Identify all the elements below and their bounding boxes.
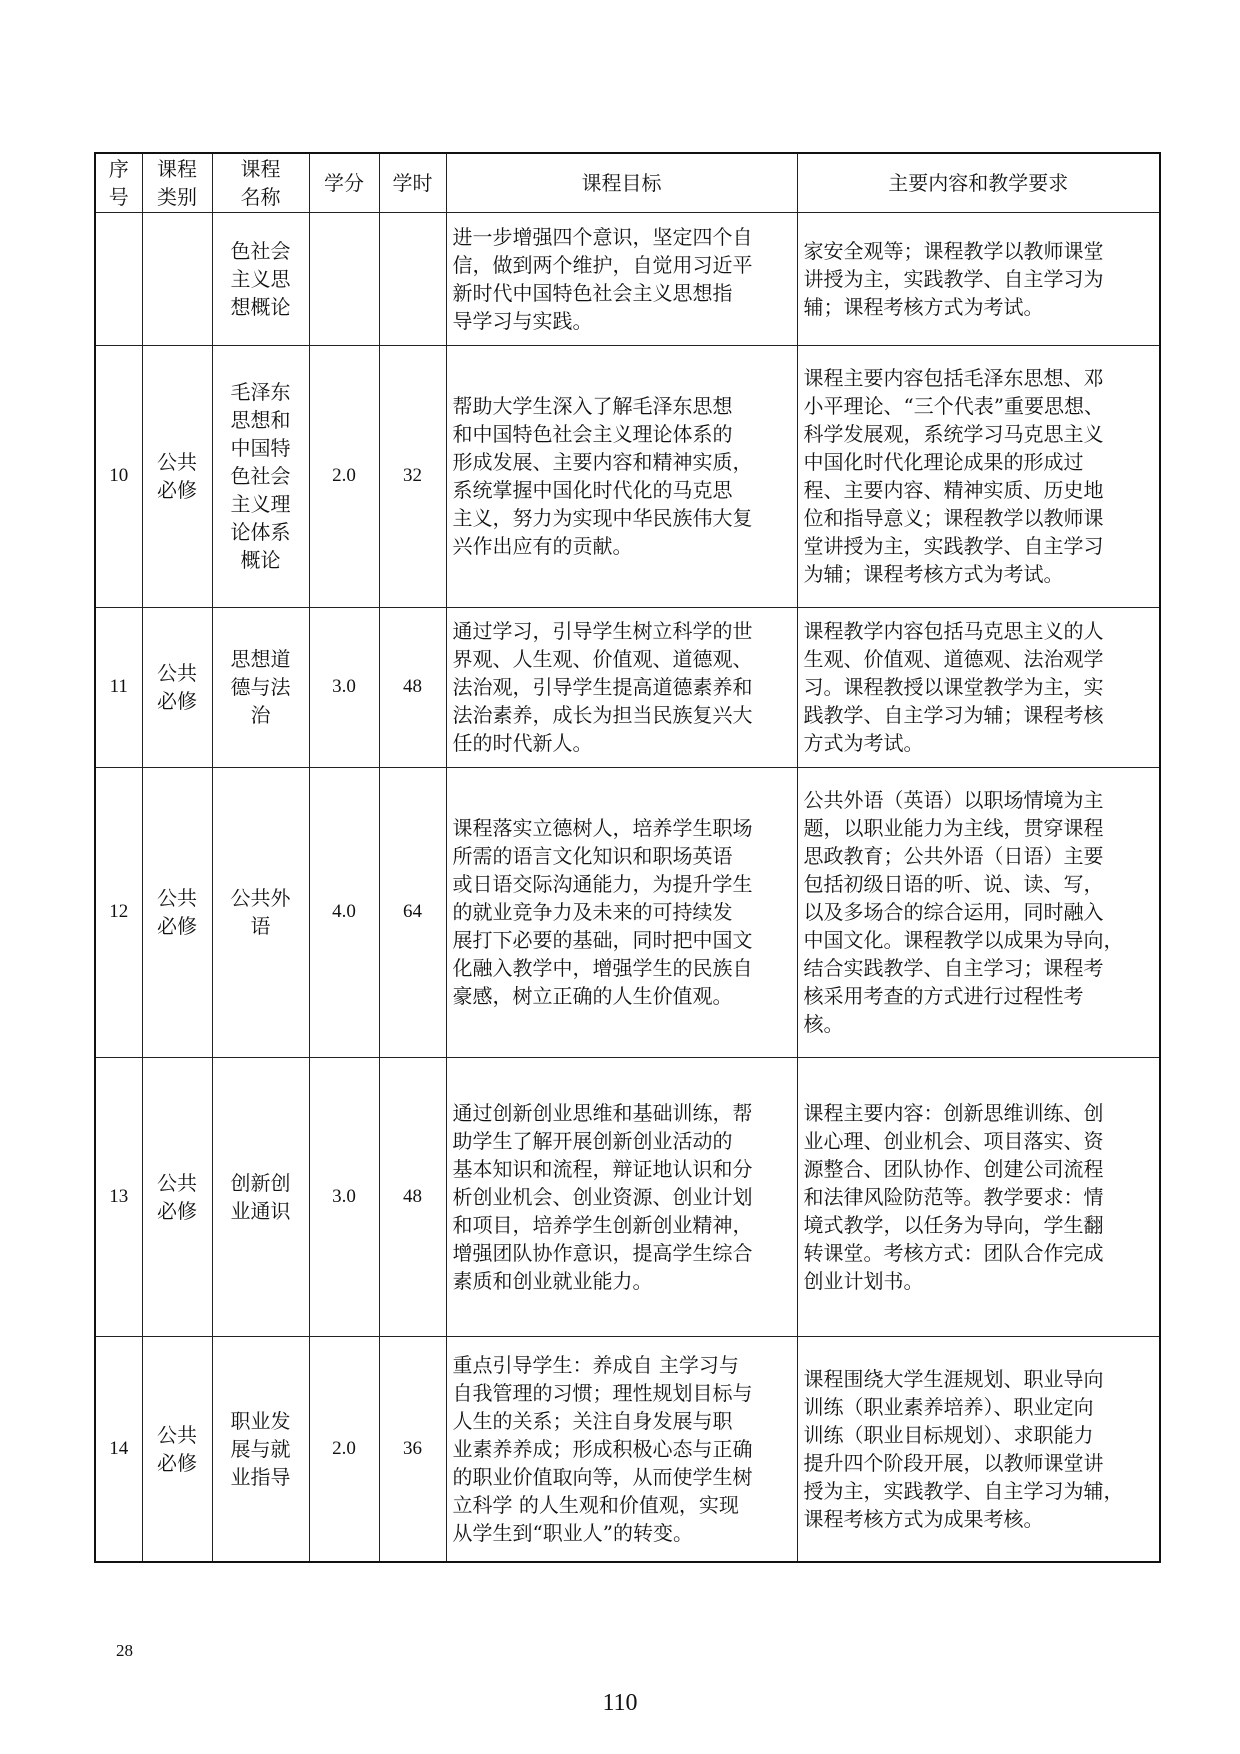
goal-cell: [446, 1057, 797, 1336]
content-cell-line: 为辅；课程考核方式为考试。: [803, 562, 1064, 586]
credits-cell: [309, 345, 379, 607]
course-name-cell-line: 主义理: [230, 492, 291, 516]
content-cell-line: 中国化时代化理论成果的形成过: [803, 450, 1084, 474]
content-cell: [797, 1336, 1160, 1562]
goal-cell-line: 的职业价值取向等，从而使学生树: [452, 1464, 753, 1489]
hours-cell: [379, 1336, 446, 1562]
course-name-cell-line: 主义思: [230, 266, 291, 291]
category-cell: [142, 607, 212, 767]
content-cell-line: 课程考核方式为成果考核。: [803, 1506, 1044, 1531]
header-name: [212, 153, 309, 212]
content-cell: [797, 607, 1160, 767]
goal-cell-line: 进一步增强四个意识，坚定四个自: [452, 224, 753, 249]
course-name-cell-line: 公共外: [230, 886, 291, 910]
goal-cell: [446, 767, 797, 1057]
table-row: [95, 1057, 1160, 1336]
header-goal-line: 课程目标: [581, 170, 662, 195]
content-cell-line: 中国文化。课程教学以成果为导向，: [803, 928, 1124, 952]
category-cell: [142, 345, 212, 607]
course-name-cell-line: 创新创: [230, 1170, 291, 1195]
header-hours: [379, 153, 446, 212]
course-name-cell-line: 治: [250, 703, 271, 727]
content-cell-line: 思政教育；公共外语（日语）主要: [803, 844, 1104, 868]
header-seq-line: 序: [108, 156, 129, 181]
content-cell: [797, 767, 1160, 1057]
content-cell: [797, 345, 1160, 607]
content-cell-line: 训练（职业目标规划）、求职能力: [803, 1422, 1094, 1447]
course-name-cell: [212, 345, 309, 607]
category-cell: [142, 1057, 212, 1336]
content-cell-line: 转课堂。考核方式：团队合作完成: [803, 1240, 1104, 1265]
seq-cell-line: 13: [109, 1185, 129, 1207]
table-row: [95, 1336, 1160, 1562]
goal-cell-line: 帮助大学生深入了解毛泽东思想: [452, 394, 733, 418]
content-cell-line: 堂讲授为主，实践教学、自主学习: [803, 534, 1104, 558]
content-cell-line: 题，以职业能力为主线，贯穿课程: [803, 816, 1104, 840]
content-cell-line: 和法律风险防范等。教学要求：情: [803, 1184, 1104, 1209]
footer-left-number: 28: [116, 1641, 133, 1660]
content-cell-line: 核。: [803, 1012, 844, 1036]
goal-cell-line: 豪感，树立正确的人生价值观。: [452, 984, 733, 1008]
seq-cell-line: 14: [109, 1437, 129, 1459]
category-cell-line: 必修: [157, 1450, 197, 1475]
content-cell-line: 位和指导意义；课程教学以教师课: [803, 506, 1104, 530]
credits-cell: [309, 1336, 379, 1562]
content-cell-line: 创业计划书。: [803, 1268, 924, 1293]
course-name-cell-line: 想概论: [230, 294, 291, 319]
category-cell-line: 必修: [157, 478, 197, 502]
content-cell-line: 方式为考试。: [803, 731, 924, 755]
credits-cell-line: 3.0: [332, 676, 356, 697]
goal-cell-line: 人生的关系；关注自身发展与职: [452, 1408, 733, 1433]
goal-cell-line: 法治观，引导学生提高道德素养和: [452, 675, 753, 699]
hours-cell: [379, 607, 446, 767]
goal-cell: [446, 345, 797, 607]
header-category-line: 类别: [157, 184, 197, 209]
hours-cell: [379, 1057, 446, 1336]
content-cell: [797, 212, 1160, 345]
content-cell-line: 讲授为主，实践教学、自主学习为: [803, 266, 1104, 291]
goal-cell-line: 通过创新创业思维和基础训练，帮: [452, 1100, 753, 1125]
content-cell-line: 授为主，实践教学、自主学习为辅，: [803, 1478, 1124, 1503]
goal-cell-line: 通过学习，引导学生树立科学的世: [452, 619, 753, 643]
credits-cell: [309, 1057, 379, 1336]
goal-cell-line: 课程落实立德树人，培养学生职场: [452, 816, 753, 840]
header-goal: [446, 153, 797, 212]
header-credits: [309, 153, 379, 212]
goal-cell-line: 从学生到“职业人”的转变。: [452, 1520, 693, 1545]
table-row: [95, 212, 1160, 345]
page-number: 110: [602, 1690, 638, 1716]
content-cell: [797, 1057, 1160, 1336]
goal-cell-line: 任的时代新人。: [452, 731, 593, 755]
category-cell: [142, 767, 212, 1057]
hours-cell-line: 48: [403, 676, 422, 697]
header-content: [797, 153, 1160, 212]
content-cell-line: 源整合、团队协作、创建公司流程: [803, 1156, 1104, 1181]
content-cell-line: 科学发展观，系统学习马克思主义: [803, 422, 1104, 446]
table-body: [95, 212, 1160, 1562]
table-row: [95, 767, 1160, 1057]
course-name-cell-line: 色社会: [230, 464, 291, 488]
hours-cell-line: 64: [403, 901, 422, 922]
category-cell-line: 公共: [157, 661, 197, 685]
hours-cell-line: 32: [403, 465, 422, 486]
content-cell-line: 提升四个阶段开展，以教师课堂讲: [803, 1450, 1104, 1475]
category-cell-line: 公共: [157, 886, 197, 910]
course-name-cell-line: 德与法: [230, 675, 291, 699]
seq-cell: [95, 212, 142, 345]
course-name-cell-line: 职业发: [230, 1408, 291, 1433]
course-name-cell-line: 语: [250, 914, 271, 938]
goal-cell-line: 新时代中国特色社会主义思想指: [452, 280, 733, 305]
goal-cell: [446, 607, 797, 767]
goal-cell-line: 基本知识和流程，辩证地认识和分: [452, 1156, 753, 1181]
course-name-cell: [212, 1336, 309, 1562]
goal-cell-line: 所需的语言文化知识和职场英语: [452, 844, 733, 868]
goal-cell-line: 自我管理的习惯；理性规划目标与: [452, 1380, 753, 1405]
course-name-cell-line: 业指导: [230, 1464, 291, 1489]
seq-cell-line: 10: [109, 465, 129, 486]
header-seq-line: 号: [108, 184, 129, 209]
course-name-cell-line: 中国特: [230, 436, 291, 460]
course-name-cell: [212, 607, 309, 767]
hours-cell: [379, 767, 446, 1057]
table-header-row: [95, 153, 1160, 212]
hours-cell-line: 48: [403, 1185, 422, 1207]
goal-cell-line: 增强团队协作意识，提高学生综合: [452, 1240, 753, 1265]
seq-cell: [95, 767, 142, 1057]
content-cell-line: 核采用考查的方式进行过程性考: [803, 984, 1084, 1008]
credits-cell-line: 3.0: [332, 1185, 356, 1207]
goal-cell-line: 法治素养，成长为担当民族复兴大: [452, 703, 753, 727]
content-cell-line: 业心理、创业机会、项目落实、资: [803, 1128, 1104, 1153]
content-cell-line: 课程主要内容包括毛泽东思想、邓: [803, 366, 1104, 390]
content-cell-line: 程、主要内容、精神实质、历史地: [803, 478, 1104, 502]
category-cell-line: 必修: [157, 689, 197, 713]
content-cell-line: 课程主要内容：创新思维训练、创: [803, 1100, 1104, 1125]
goal-cell: [446, 212, 797, 345]
course-name-cell: [212, 212, 309, 345]
header-seq: [95, 153, 142, 212]
content-cell-line: 课程教学内容包括马克思主义的人: [803, 619, 1104, 643]
goal-cell-line: 和项目，培养学生创新创业精神，: [452, 1212, 753, 1237]
course-name-cell-line: 思想和: [230, 408, 291, 432]
hours-cell-line: 36: [403, 1437, 422, 1459]
content-cell-line: 课程围绕大学生涯规划、职业导向: [803, 1366, 1104, 1391]
credits-cell-line: 4.0: [332, 901, 356, 922]
category-cell-line: 公共: [157, 1170, 197, 1195]
table-row: [95, 607, 1160, 767]
credits-cell-line: 2.0: [332, 465, 356, 486]
goal-cell-line: 导学习与实践。: [452, 308, 593, 333]
goal-cell: [446, 1336, 797, 1562]
course-name-cell-line: 毛泽东: [230, 380, 291, 404]
header-credits-line: 学分: [324, 170, 364, 195]
course-name-cell: [212, 767, 309, 1057]
content-cell-line: 结合实践教学、自主学习；课程考: [803, 956, 1104, 980]
content-cell-line: 辅；课程考核方式为考试。: [803, 294, 1044, 319]
course-name-cell-line: 论体系: [230, 520, 291, 544]
hours-cell: [379, 345, 446, 607]
credits-cell: [309, 212, 379, 345]
course-name-cell-line: 色社会: [230, 238, 291, 263]
goal-cell-line: 素质和创业就业能力。: [452, 1268, 653, 1293]
content-cell-line: 小平理论、“三个代表”重要思想、: [803, 394, 1104, 418]
course-name-cell: [212, 1057, 309, 1336]
seq-cell-line: 11: [109, 676, 128, 697]
category-cell-line: 必修: [157, 1198, 197, 1223]
credits-cell-line: 2.0: [332, 1437, 356, 1459]
goal-cell-line: 形成发展、主要内容和精神实质，: [452, 450, 753, 474]
goal-cell-line: 业素养养成；形成积极心态与正确: [452, 1436, 753, 1461]
seq-cell: [95, 607, 142, 767]
seq-cell: [95, 1057, 142, 1336]
goal-cell-line: 和中国特色社会主义理论体系的: [452, 422, 733, 446]
header-name-line: 名称: [240, 184, 281, 209]
credits-cell: [309, 607, 379, 767]
category-cell: [142, 212, 212, 345]
table-row: [95, 345, 1160, 607]
header-name-line: 课程: [240, 156, 281, 181]
credits-cell: [309, 767, 379, 1057]
goal-cell-line: 系统掌握中国化时代化的马克思: [452, 478, 733, 502]
course-name-cell-line: 概论: [240, 548, 281, 572]
category-cell-line: 必修: [157, 914, 197, 938]
curriculum-table: [94, 152, 1161, 1563]
header-category-line: 课程: [157, 156, 197, 181]
goal-cell-line: 析创业机会、创业资源、创业计划: [452, 1184, 753, 1209]
content-cell-line: 公共外语（英语）以职场情境为主: [803, 788, 1104, 812]
content-cell-line: 生观、价值观、道德观、法治观学: [803, 647, 1104, 671]
goal-cell-line: 主义，努力为实现中华民族伟大复: [452, 506, 753, 530]
seq-cell-line: 12: [109, 901, 129, 922]
content-cell-line: 境式教学，以任务为导向，学生翻: [803, 1212, 1104, 1237]
goal-cell-line: 立科学 的人生观和价值观，实现: [452, 1492, 739, 1517]
hours-cell: [379, 212, 446, 345]
category-cell-line: 公共: [157, 1422, 197, 1447]
goal-cell-line: 展打下必要的基础，同时把中国文: [452, 928, 753, 952]
category-cell-line: 公共: [157, 450, 197, 474]
content-cell-line: 家安全观等；课程教学以教师课堂: [803, 238, 1104, 263]
goal-cell-line: 助学生了解开展创新创业活动的: [452, 1128, 733, 1153]
seq-cell: [95, 345, 142, 607]
goal-cell-line: 界观、人生观、价值观、道德观、: [452, 647, 753, 671]
course-name-cell-line: 展与就: [230, 1436, 291, 1461]
seq-cell: [95, 1336, 142, 1562]
goal-cell-line: 化融入教学中，增强学生的民族自: [452, 956, 753, 980]
header-hours-line: 学时: [392, 170, 433, 195]
content-cell-line: 践教学、自主学习为辅；课程考核: [803, 703, 1104, 727]
content-cell-line: 以及多场合的综合运用，同时融入: [803, 900, 1104, 924]
content-cell-line: 习。课程教授以课堂教学为主，实: [803, 675, 1104, 699]
goal-cell-line: 兴作出应有的贡献。: [452, 534, 633, 558]
course-name-cell-line: 业通识: [230, 1198, 291, 1223]
content-cell-line: 包括初级日语的听、说、读、写，: [803, 872, 1104, 896]
category-cell: [142, 1336, 212, 1562]
goal-cell-line: 重点引导学生：养成自 主学习与: [452, 1352, 739, 1377]
header-content-line: 主要内容和教学要求: [888, 170, 1069, 195]
goal-cell-line: 或日语交际沟通能力，为提升学生: [452, 872, 753, 896]
content-cell-line: 训练（职业素养培养）、职业定向: [803, 1394, 1094, 1419]
goal-cell-line: 信，做到两个维护，自觉用习近平: [452, 252, 753, 277]
course-name-cell-line: 思想道: [230, 647, 291, 671]
header-category: [142, 153, 212, 212]
goal-cell-line: 的就业竞争力及未来的可持续发: [452, 900, 733, 924]
